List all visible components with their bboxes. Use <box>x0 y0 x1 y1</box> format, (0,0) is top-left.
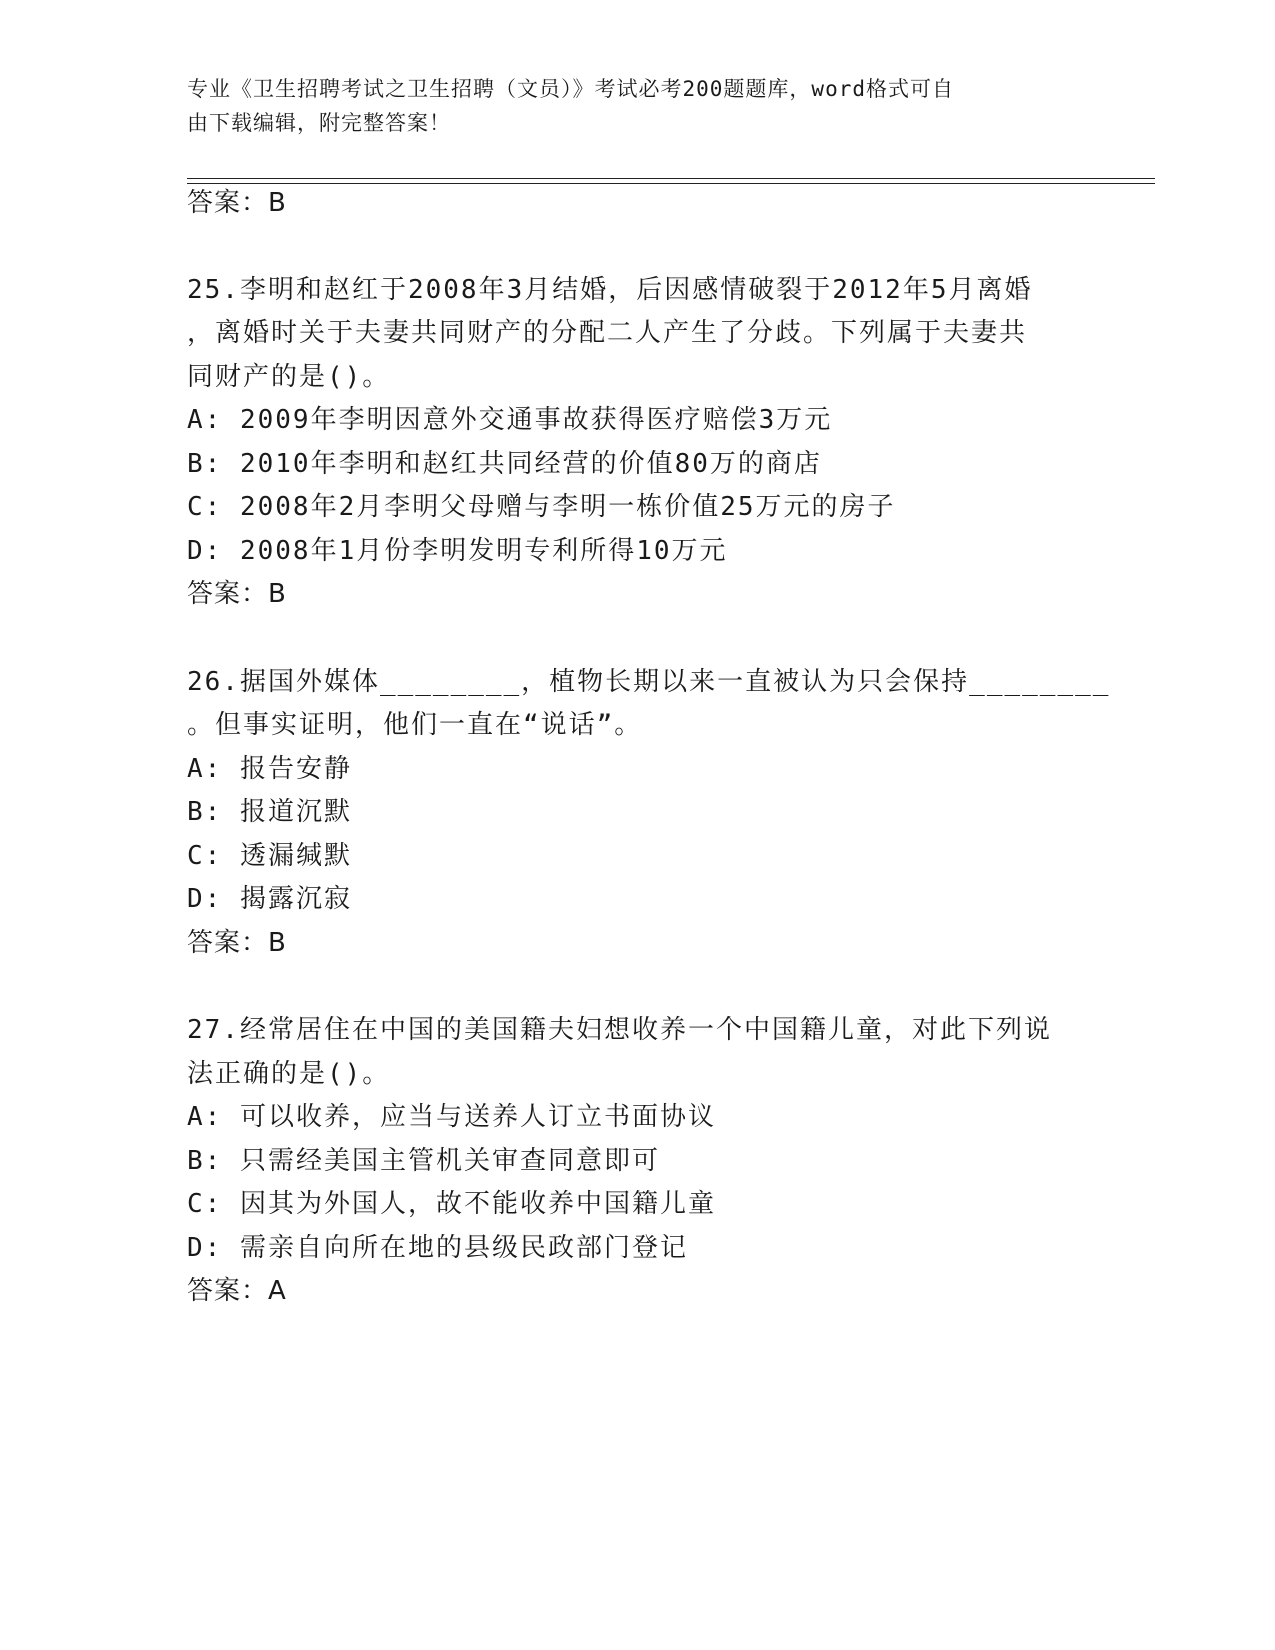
question-27-answer: 答案：A <box>187 1276 287 1306</box>
question-25-stem-line-2: ，离婚时关于夫妻共同财产的分配二人产生了分歧。下列属于夫妻共 <box>187 318 1028 348</box>
header-intro-line-2: 由下载编辑，附完整答案！ <box>187 111 451 135</box>
header-rule-thick <box>187 178 1155 179</box>
question-27-stem-line-2: 法正确的是()。 <box>187 1059 391 1089</box>
question-26-answer: 答案：B <box>187 928 287 958</box>
question-25-option-c: C: 2008年2月李明父母赠与李明一栋价值25万元的房子 <box>187 492 896 522</box>
question-25-option-d: D: 2008年1月份李明发明专利所得10万元 <box>187 536 728 566</box>
question-27-stem-line-1: 27.经常居住在中国的美国籍夫妇想收养一个中国籍儿童，对此下列说 <box>187 1015 1052 1045</box>
question-26-option-c: C: 透漏缄默 <box>187 841 352 871</box>
question-26-option-d: D: 揭露沉寂 <box>187 884 352 914</box>
question-25-answer: 答案：B <box>187 579 287 609</box>
question-27-option-a: A: 可以收养，应当与送养人订立书面协议 <box>187 1102 716 1132</box>
question-25-stem-line-3: 同财产的是()。 <box>187 362 391 392</box>
header-intro-line-1: 专业《卫生招聘考试之卫生招聘（文员）》考试必考200题题库，word格式可自 <box>187 77 954 101</box>
document-header <box>187 72 1087 140</box>
question-26-option-b: B: 报道沉默 <box>187 797 352 827</box>
question-26-stem-line-1: 26.据国外媒体________，植物长期以来一直被认为只会保持________ <box>187 667 1111 697</box>
question-25-option-b: B: 2010年李明和赵红共同经营的价值80万的商店 <box>187 449 822 479</box>
previous-answer: 答案：B <box>187 188 287 218</box>
question-25-option-a: A: 2009年李明因意外交通事故获得医疗赔偿3万元 <box>187 405 833 435</box>
question-26-option-a: A: 报告安静 <box>187 754 352 784</box>
question-27-option-b: B: 只需经美国主管机关审查同意即可 <box>187 1146 660 1176</box>
question-25-stem-line-1: 25.李明和赵红于2008年3月结婚，后因感情破裂于2012年5月离婚 <box>187 275 1033 305</box>
header-rule-thin <box>187 183 1155 184</box>
question-27-option-d: D: 需亲自向所在地的县级民政部门登记 <box>187 1233 688 1263</box>
question-26-stem-line-2: 。但事实证明，他们一直在“说话”。 <box>187 710 643 740</box>
question-27-option-c: C: 因其为外国人，故不能收养中国籍儿童 <box>187 1189 716 1219</box>
